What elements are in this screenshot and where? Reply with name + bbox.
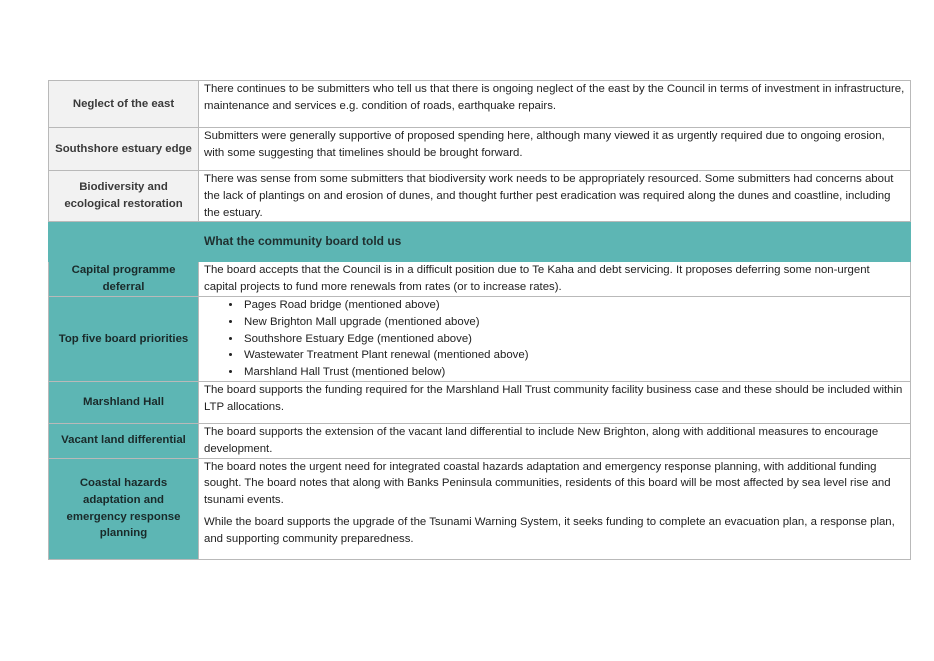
row-text: The board supports the funding required for the Marshland Hall Trust community facility business case and these should be included within LTP allocations. [199, 381, 911, 423]
table-row [49, 458, 911, 559]
submissions-table [48, 80, 911, 560]
row-text: There continues to be submitters who tell us that there is ongoing neglect of the east by the Council in terms of investment in infrastructure, maintenance and services e.g. condition of roads, earthquake repairs. [199, 81, 911, 128]
row-text-multi [199, 458, 911, 559]
row-label: Vacant land differential [49, 423, 199, 458]
priorities-list [204, 297, 905, 381]
row-label: Coastal hazards adaptation and emergency response planning [49, 458, 199, 559]
row-text: There was sense from some submitters that biodiversity work needs to be appropriately resourced. Some submitters had concerns about the lack of plantings on and erosion of dunes, and thought further pest eradication was required along the dunes and coastline, including the estuary. [199, 171, 911, 222]
paragraph: While the board supports the upgrade of the Tsunami Warning System, it seeks funding to complete an evacuation plan, a response plan, and supporting community preparedness. [204, 515, 895, 545]
table-row [49, 128, 911, 171]
list-item: • Pages Road bridge (mentioned above) [242, 297, 905, 314]
row-label: Capital programme deferral [49, 262, 199, 297]
row-text: Submitters were generally supportive of proposed spending here, although many viewed it as urgently required due to ongoing erosion, with some suggesting that timelines should be brought forward. [199, 128, 911, 171]
section-heading: What the community board told us [199, 222, 911, 262]
row-label: Marshland Hall [49, 381, 199, 423]
section-heading-row [49, 222, 911, 262]
row-text: The board accepts that the Council is in a difficult position due to Te Kaha and debt servicing. It proposes deferring some non-urgent capital projects to fund more renewals from rates (or to increase rates). [199, 262, 911, 297]
list-item: • Southshore Estuary Edge (mentioned above) [242, 331, 905, 348]
table-row [49, 262, 911, 297]
table-row [49, 423, 911, 458]
section-heading-blank [49, 222, 199, 262]
table-row [49, 171, 911, 222]
table-row [49, 296, 911, 381]
table-row [49, 81, 911, 128]
paragraph: The board notes the urgent need for integrated coastal hazards adaptation and emergency response planning, with additional funding sought. The board notes that along with Banks Peninsula communities, residents of this board will be most affected by sea level rise and tsunami events. [204, 460, 891, 507]
row-label: Biodiversity and ecological restoration [49, 171, 199, 222]
row-list-cell [199, 296, 911, 381]
list-item: • Marshland Hall Trust (mentioned below) [242, 364, 905, 381]
list-item: • New Brighton Mall upgrade (mentioned above) [242, 314, 905, 331]
row-label: Top five board priorities [49, 296, 199, 381]
row-label: Neglect of the east [49, 81, 199, 128]
table-row [49, 381, 911, 423]
list-item: • Wastewater Treatment Plant renewal (mentioned above) [242, 347, 905, 364]
row-label: Southshore estuary edge [49, 128, 199, 171]
row-text: The board supports the extension of the vacant land differential to include New Brighton, along with additional measures to encourage development. [199, 423, 911, 458]
